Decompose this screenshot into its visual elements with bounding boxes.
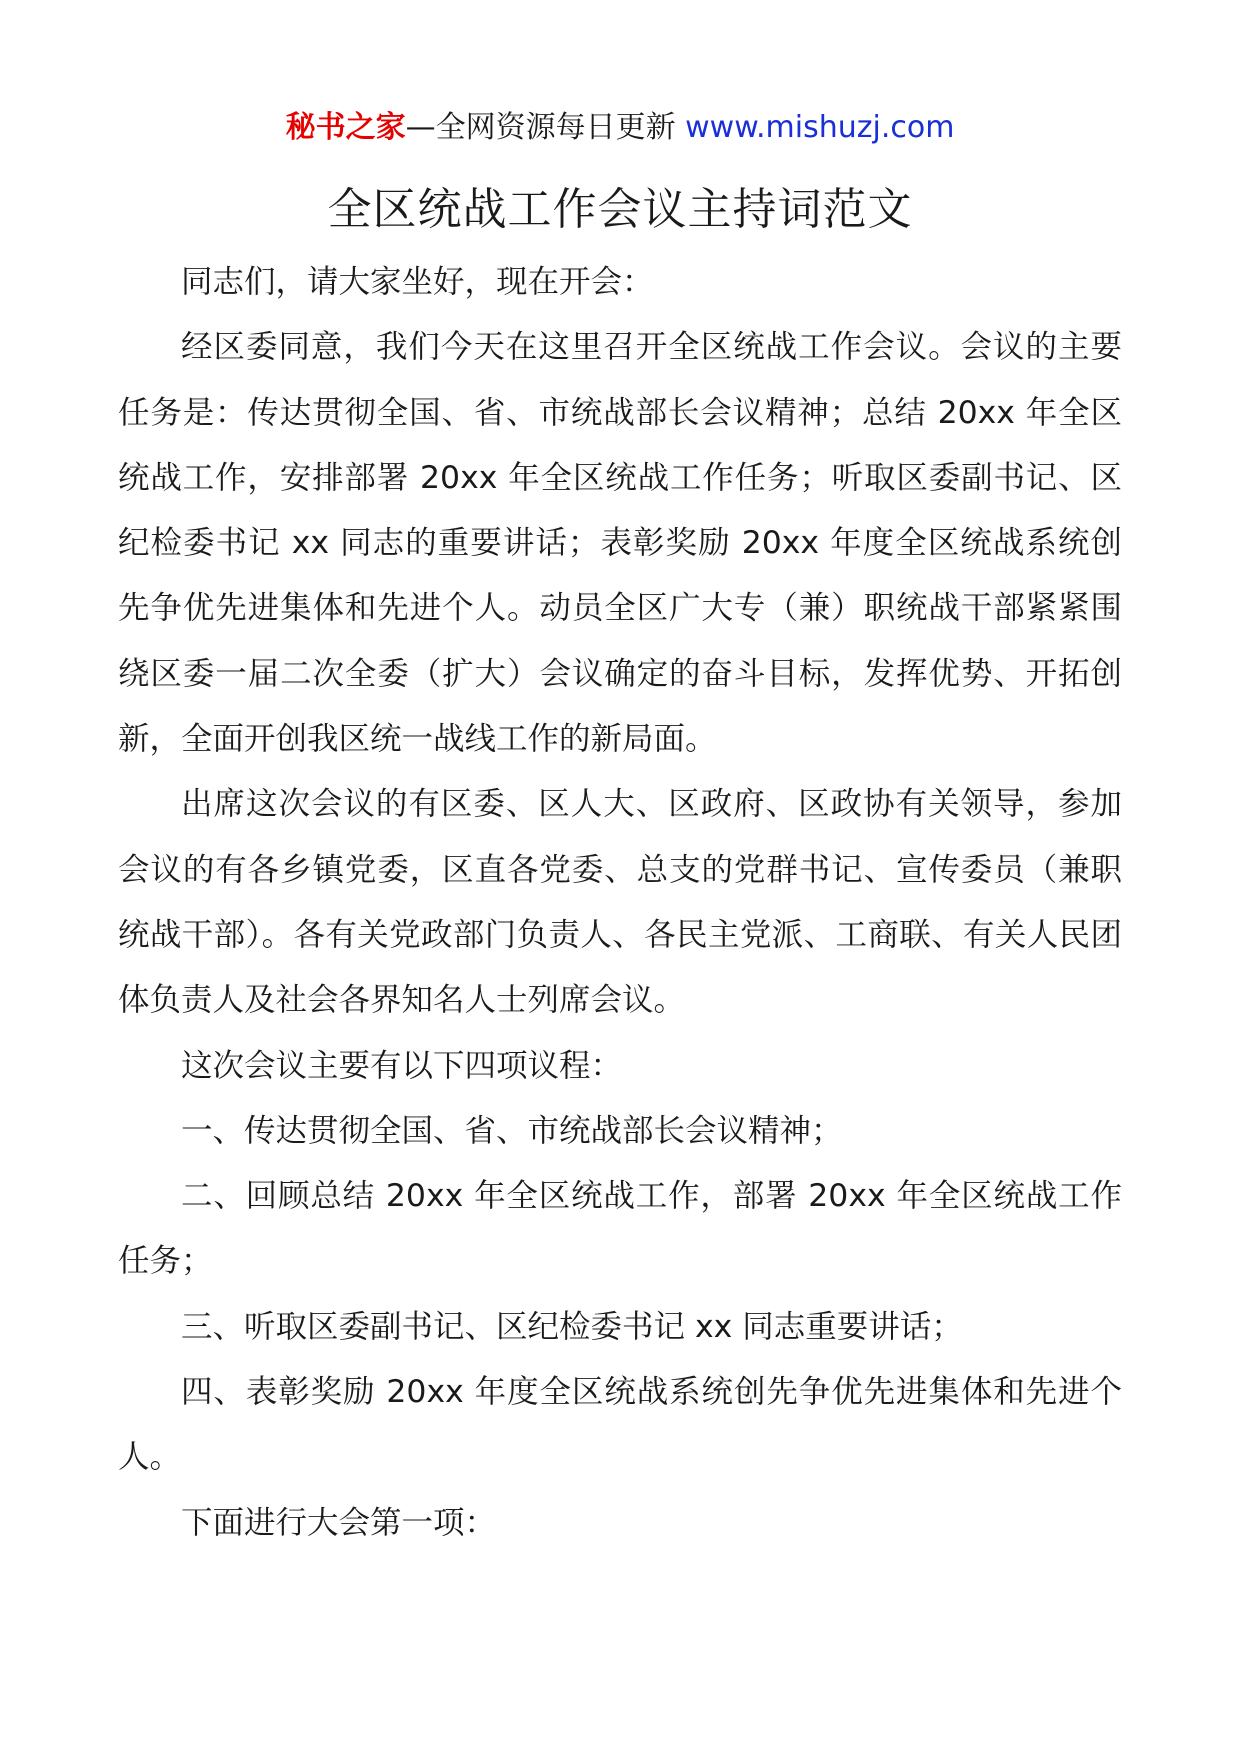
brand-name: 秘书之家 xyxy=(285,110,406,145)
paragraph-meeting-purpose: 经区委同意，我们今天在这里召开全区统战工作会议。会议的主要任务是：传达贯彻全国、省、市统战部长会议精神；总结 20xx 年全区统战工作，安排部署 20xx 年全区统战工作任务；听取区委副书记、区纪检委书记 xx 同志的重要讲话；表彰奖励 20xx 年度全区统战系统创先争优先进集体和先进个人。动员全区广大专（兼）职统战干部紧紧围绕区委一届二次全委（扩大）会议确定的奋斗目标，发挥优势、开拓创新，全面开创我区统一战线工作的新局面。 xyxy=(118,329,1122,758)
document-body xyxy=(118,250,1122,1556)
agenda-item-2: 二、回顾总结 20xx 年全区统战工作，部署 20xx 年全区统战工作任务； xyxy=(118,1178,1122,1280)
header-tagline: 全网资源每日更新 xyxy=(435,110,676,145)
paragraph-first-item: 下面进行大会第一项： xyxy=(181,1504,497,1541)
agenda-item-3: 三、听取区委副书记、区纪检委书记 xx 同志重要讲话； xyxy=(181,1308,963,1345)
paragraph-agenda-intro: 这次会议主要有以下四项议程： xyxy=(181,1047,623,1084)
header-separator: — xyxy=(405,110,436,145)
site-header xyxy=(118,104,1122,152)
site-url-link[interactable]: www.mishuzj.com xyxy=(685,110,955,145)
paragraph-greeting: 同志们，请大家坐好，现在开会： xyxy=(181,264,654,300)
agenda-item-1: 一、传达贯彻全国、省、市统战部长会议精神； xyxy=(181,1112,843,1149)
agenda-item-4: 四、表彰奖励 20xx 年度全区统战系统创先争优先进集体和先进个人。 xyxy=(118,1374,1122,1476)
paragraph-attendees: 出席这次会议的有区委、区人大、区政府、区政协有关领导，参加会议的有各乡镇党委，区直各党委、总支的党群书记、宣传委员（兼职统战干部）。各有关党政部门负责人、各民主党派、工商联、有关人民团体负责人及社会各界知名人士列席会议。 xyxy=(118,786,1122,1019)
document-title: 全区统战工作会议主持词范文 xyxy=(327,184,913,235)
